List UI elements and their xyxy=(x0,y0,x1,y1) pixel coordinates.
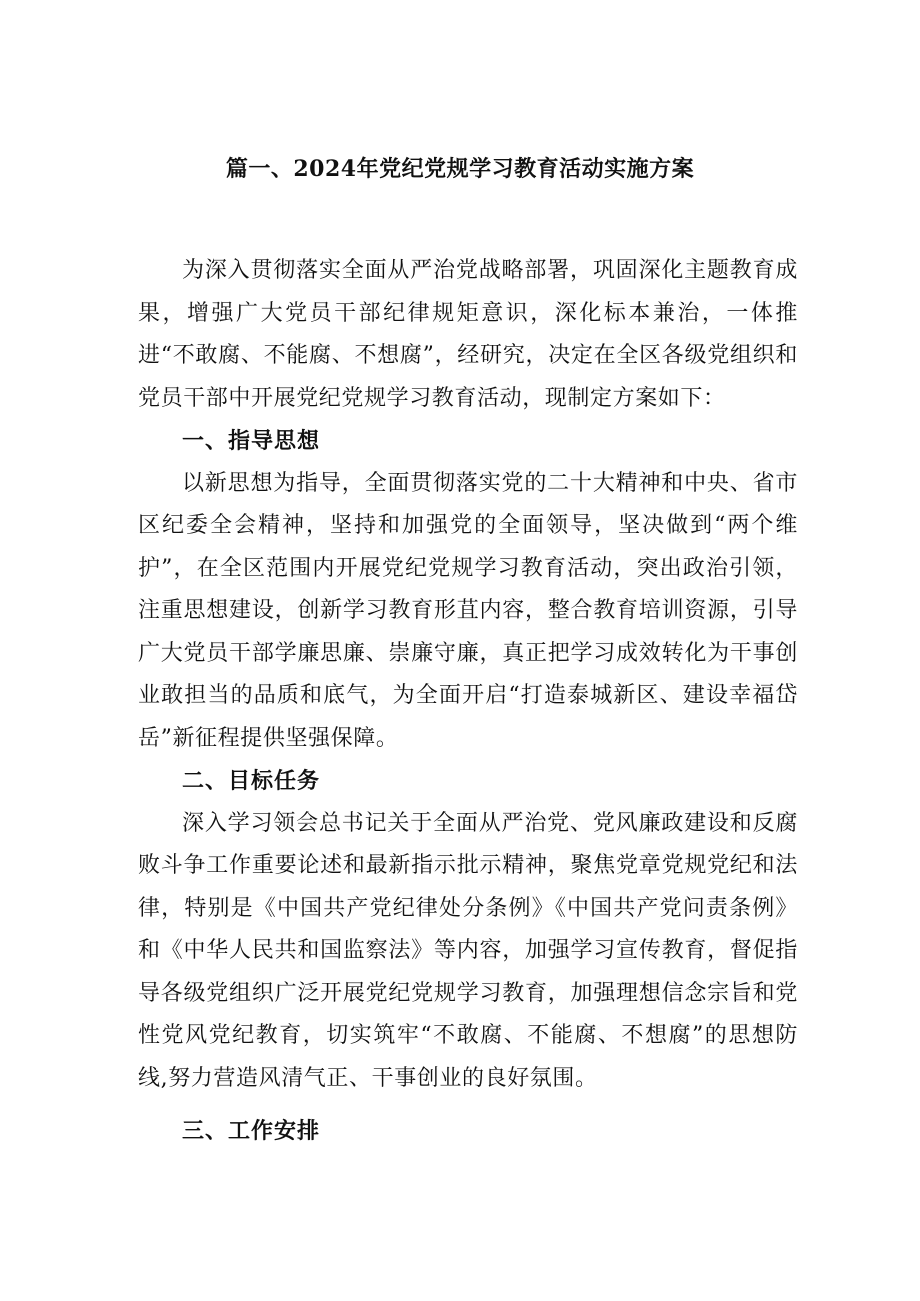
section-body-guiding-ideology: 以新思想为指导，全面贯彻落实党的二十大精神和中央、省市区纪委全会精神，坚持和加强党的全面领导，坚决做到“两个维护”，在全区范围内开展党纪党规学习教育活动，突出政治引领，注重思想建设，创新学习教育形苴内容，整合教育培训资源，引导广大党员干部学廉思廉、崇廉守廉，真正把学习成效转化为干事创业敢担当的品质和底气，为全面开启“打造泰城新区、建设幸福岱岳”新征程提供坚强保障。 xyxy=(138,470,798,751)
section-heading-goals-tasks: 二、目标任务 xyxy=(182,768,321,794)
section-heading-guiding-ideology: 一、指导思想 xyxy=(182,428,321,454)
document-body xyxy=(138,250,798,1153)
document-title: 篇一、2024年党纪党规学习教育活动实施方案 xyxy=(225,156,695,182)
section-body-goals-tasks: 深入学习领会总书记关于全面从严治党、党风廉政建设和反腐败斗争工作重要论述和最新指示批示精神，聚焦党章党规党纪和法律，特别是《中国共产党纪律处分条例》《中国共产党问责条例》和《中华人民共和国监察法》等内容，加强学习宣传教育，督促指导各级党组织广泛开展党纪党规学习教育，加强理想信念宗旨和党性党风党纪教育，切实筑牢“不敢腐、不能腐、不想腐”的思想防线,努力营造风清气正、干事创业的良好氛围。 xyxy=(138,810,798,1091)
intro-paragraph: 为深入贯彻落实全面从严治党战略部署，巩固深化主题教育成果，增强广大党员干部纪律规矩意识，深化标本兼治，一体推进“不敢腐、不能腐、不想腐”，经研究，决定在全区各级党组织和党员干部中开展党纪党规学习教育活动，现制定方案如下： xyxy=(138,258,798,411)
section-heading-work-arrangement: 三、工作安排 xyxy=(182,1118,321,1144)
